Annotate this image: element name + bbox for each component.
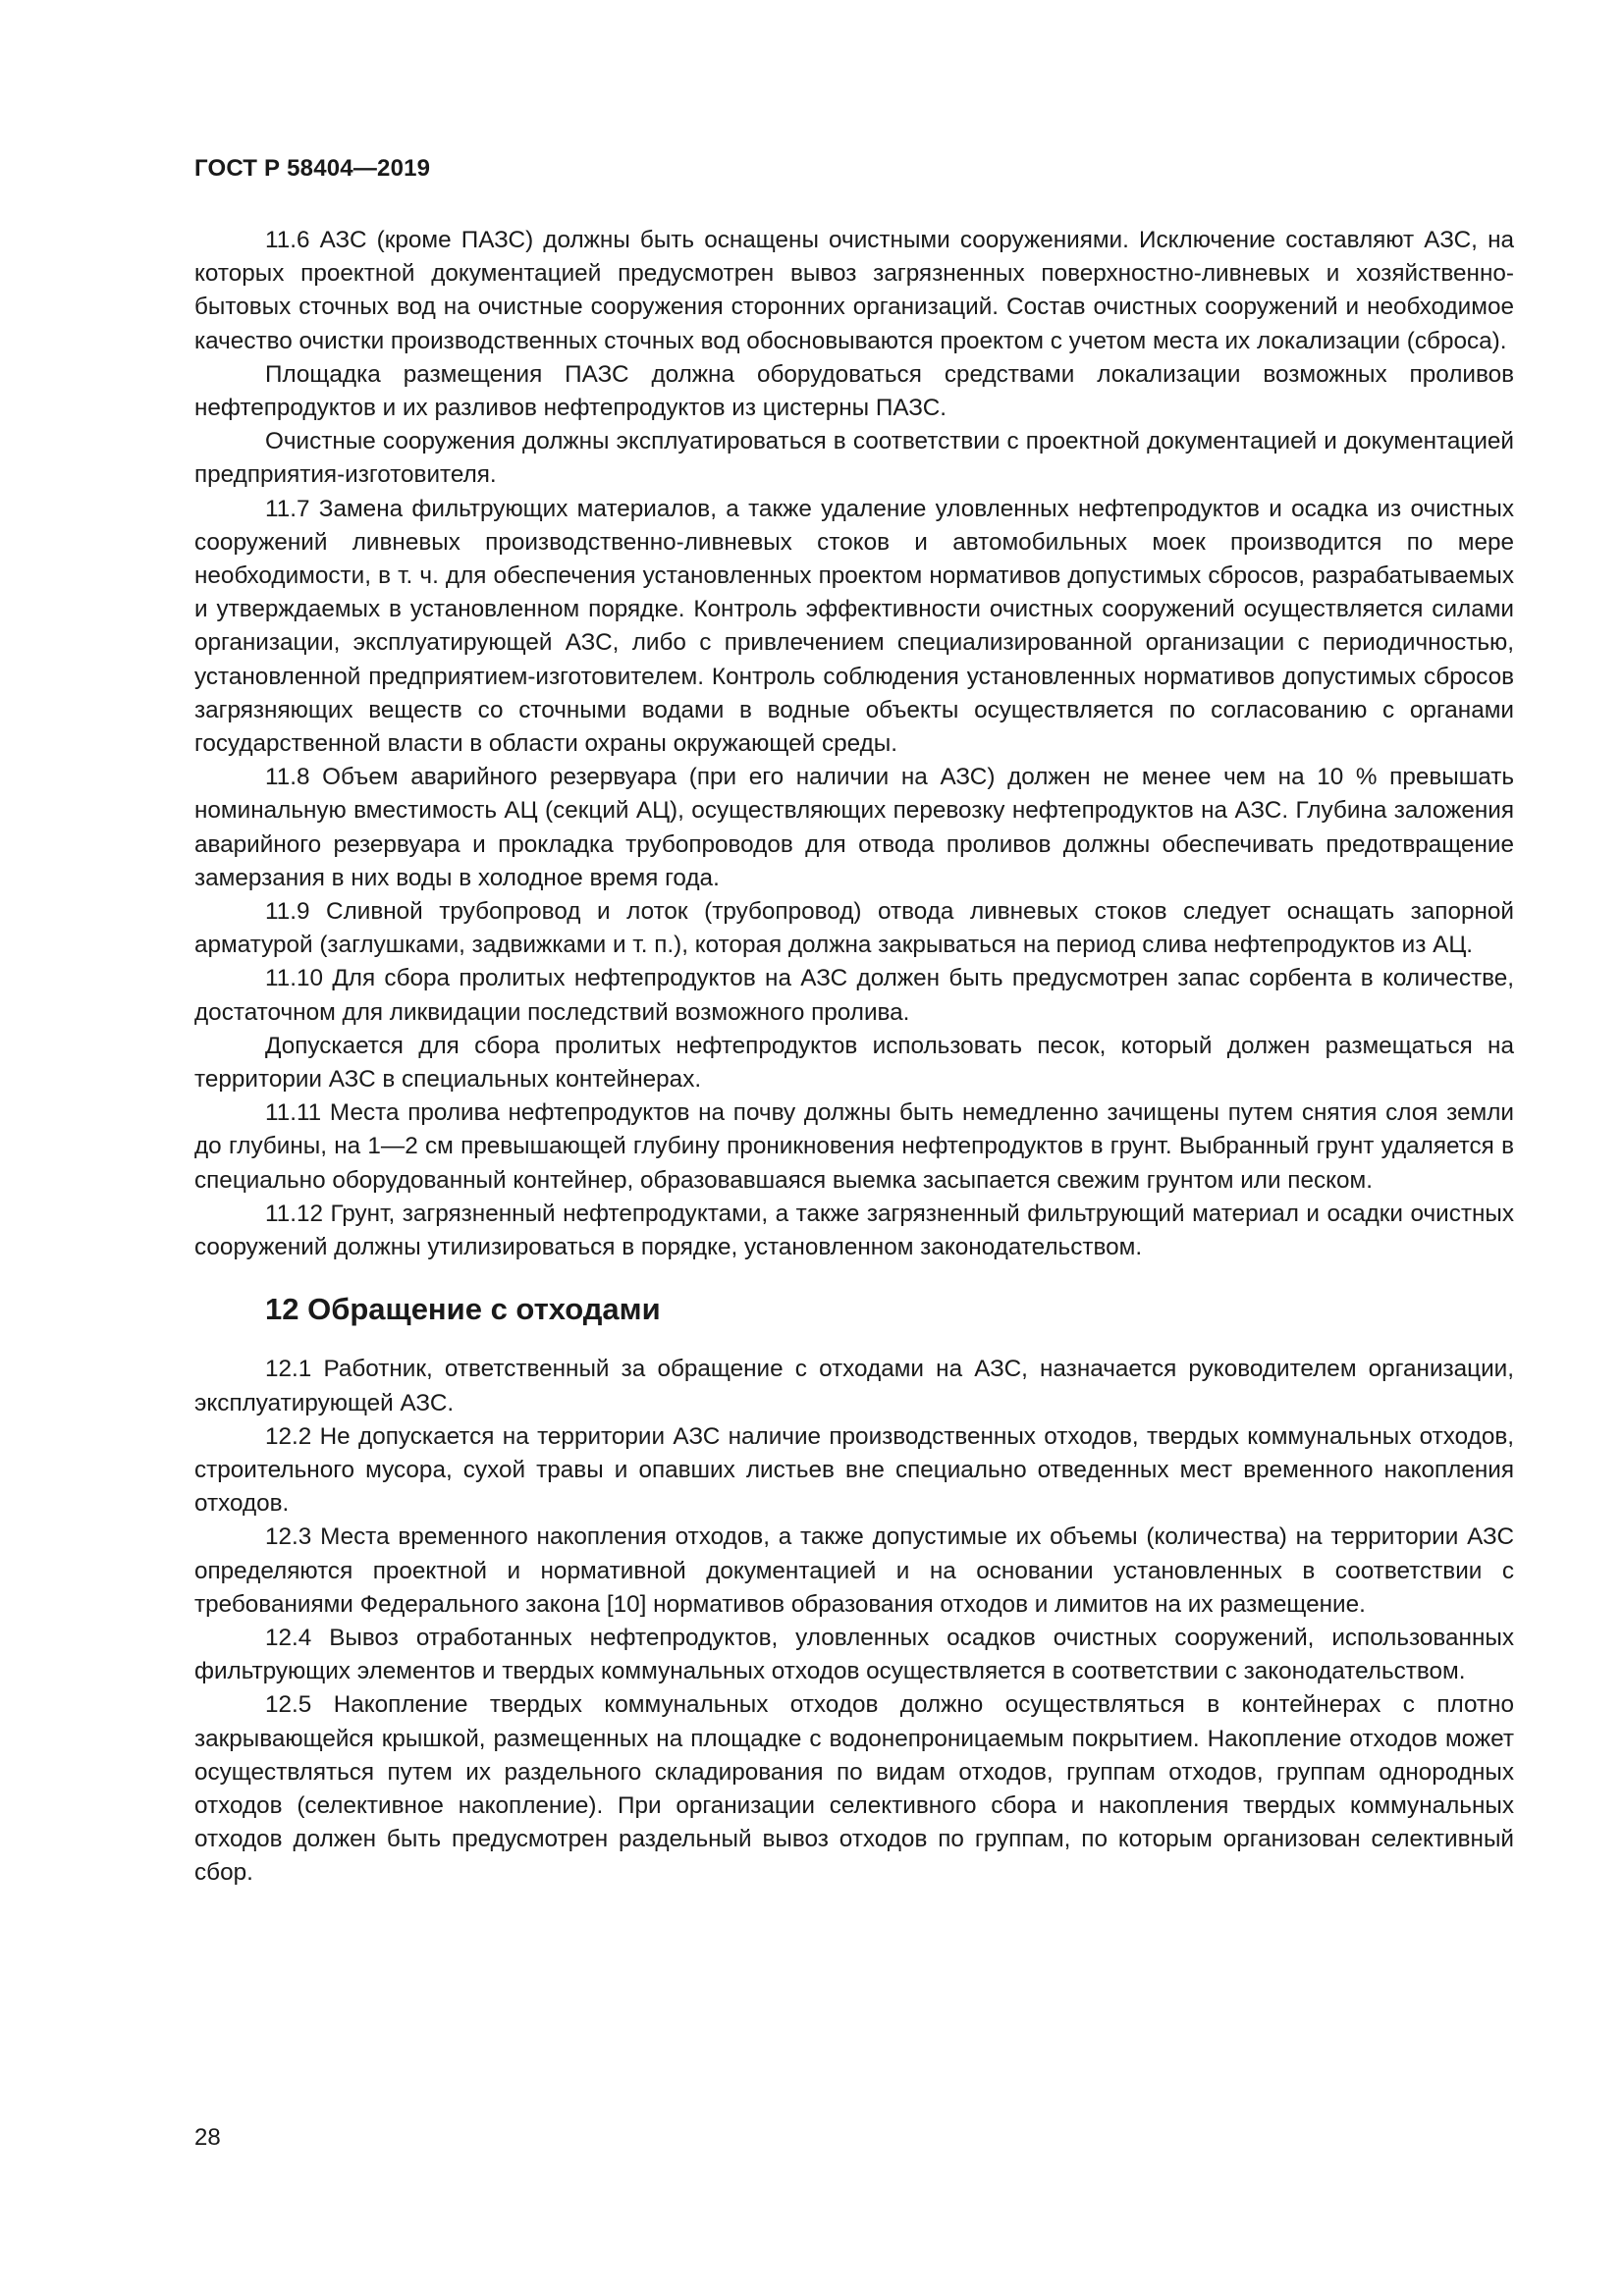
paragraph-11-10-sand: Допускается для сбора пролитых нефтепродуктов использовать песок, который должен размещаться на территории АЗС в специальных контейнерах. — [194, 1032, 1514, 1094]
page-number: 28 — [194, 2124, 221, 2151]
paragraph-11-9: 11.9 Сливной трубопровод и лоток (трубопровод) отвода ливневых стоков следует оснащать запорной арматурой (заглушками, задвижками и т. п.), которая должна закрываться на период слива нефтепродуктов из АЦ. — [194, 898, 1514, 959]
paragraph-11-7: 11.7 Замена фильтрующих материалов, а также удаление уловленных нефтепродуктов и осадка из очистных сооружений ливневых производственно-ливневых стоков и автомобильных моек производится по мере необходимости, в т. ч. для обеспечения установленных проектом нормативов допустимых сбросов, разрабатываемых и утверждаемых в установленном порядке. Контроль эффективности очистных сооружений осуществляется силами организации, эксплуатирующей АЗС, либо с привлечением специализированной организации с периодичностью, установленной предприятием-изготовителем. Контроль соблюдения установленных нормативов допустимых сбросов загрязняющих веществ со сточными водами в водные объекты осуществляется по согласованию с органами государственной власти в области охраны окружающей среды. — [194, 495, 1514, 758]
paragraph-11-8: 11.8 Объем аварийного резервуара (при его наличии на АЗС) должен не менее чем на 10 % превышать номинальную вместимость АЦ (секций АЦ), осуществляющих перевозку нефтепродуктов на АЗС. Глубина заложения аварийного резервуара и прокладка трубопроводов для отвода проливов должны обеспечивать предотвращение замерзания в них воды в холодное время года. — [194, 764, 1514, 891]
paragraph-11-11: 11.11 Места пролива нефтепродуктов на почву должны быть немедленно зачищены путем снятия слоя земли до глубины, на 1—2 см превышающей глубину проникновения нефтепродуктов в грунт. Выбранный грунт удаляется в специально оборудованный контейнер, образовавшаяся выемка засыпается свежим грунтом или песком. — [194, 1099, 1514, 1194]
paragraph-11-6-pazs-site: Площадка размещения ПАЗС должна оборудоваться средствами локализации возможных проливов нефтепродуктов и их разливов нефтепродуктов из цистерны ПАЗС. — [194, 360, 1514, 422]
paragraph-12-4: 12.4 Вывоз отработанных нефтепродуктов, уловленных осадков очистных сооружений, использованных фильтрующих элементов и твердых коммунальных отходов осуществляется в соответствии с законодательством. — [194, 1624, 1514, 1685]
page-body — [194, 224, 1514, 1891]
paragraph-12-2: 12.2 Не допускается на территории АЗС наличие производственных отходов, твердых коммунальных отходов, строительного мусора, сухой травы и опавших листьев вне специально отведенных мест временного накопления отходов. — [194, 1422, 1514, 1518]
section-12-heading: 12 Обращение с отходами — [265, 1292, 661, 1327]
paragraph-12-5: 12.5 Накопление твердых коммунальных отходов должно осуществляться в контейнерах с плотно закрывающейся крышкой, размещенных на площадке с водонепроницаемым покрытием. Накопление отходов может осуществляться путем их раздельного складирования по видам отходов, группам отходов, группам однородных отходов (селективное накопление). При организации селективного сбора и накопления твердых коммунальных отходов должен быть предусмотрен раздельный вывоз отходов по группам, по которым организован селективный сбор. — [194, 1691, 1514, 1887]
paragraph-11-6-operation: Очистные сооружения должны эксплуатироваться в соответствии с проектной документацией и документацией предприятия-изготовителя. — [194, 428, 1514, 489]
paragraph-11-12: 11.12 Грунт, загрязненный нефтепродуктами, а также загрязненный фильтрующий материал и осадки очистных сооружений должны утилизироваться в порядке, установленном законодательством. — [194, 1200, 1514, 1261]
paragraph-11-6: 11.6 АЗС (кроме ПАЗС) должны быть оснащены очистными сооружениями. Исключение составляют АЗС, на которых проектной документацией предусмотрен вывоз загрязненных поверхностно-ливневых и хозяйственно-бытовых сточных вод на очистные сооружения сторонних организаций. Состав очистных сооружений и необходимое качество очистки производственных сточных вод обосновываются проектом с учетом места их локализации (сброса). — [194, 227, 1514, 354]
document-code-header: ГОСТ Р 58404—2019 — [194, 155, 431, 182]
paragraph-12-3: 12.3 Места временного накопления отходов, а также допустимые их объемы (количества) на территории АЗС определяются проектной и нормативной документацией и на основании установленных в соответствии с требованиями Федерального закона [10] нормативов образования отходов и лимитов на их размещение. — [194, 1523, 1514, 1618]
paragraph-11-10: 11.10 Для сбора пролитых нефтепродуктов на АЗС должен быть предусмотрен запас сорбента в количестве, достаточном для ликвидации последствий возможного пролива. — [194, 965, 1514, 1026]
paragraph-12-1: 12.1 Работник, ответственный за обращение с отходами на АЗС, назначается руководителем организации, эксплуатирующей АЗС. — [194, 1356, 1514, 1416]
